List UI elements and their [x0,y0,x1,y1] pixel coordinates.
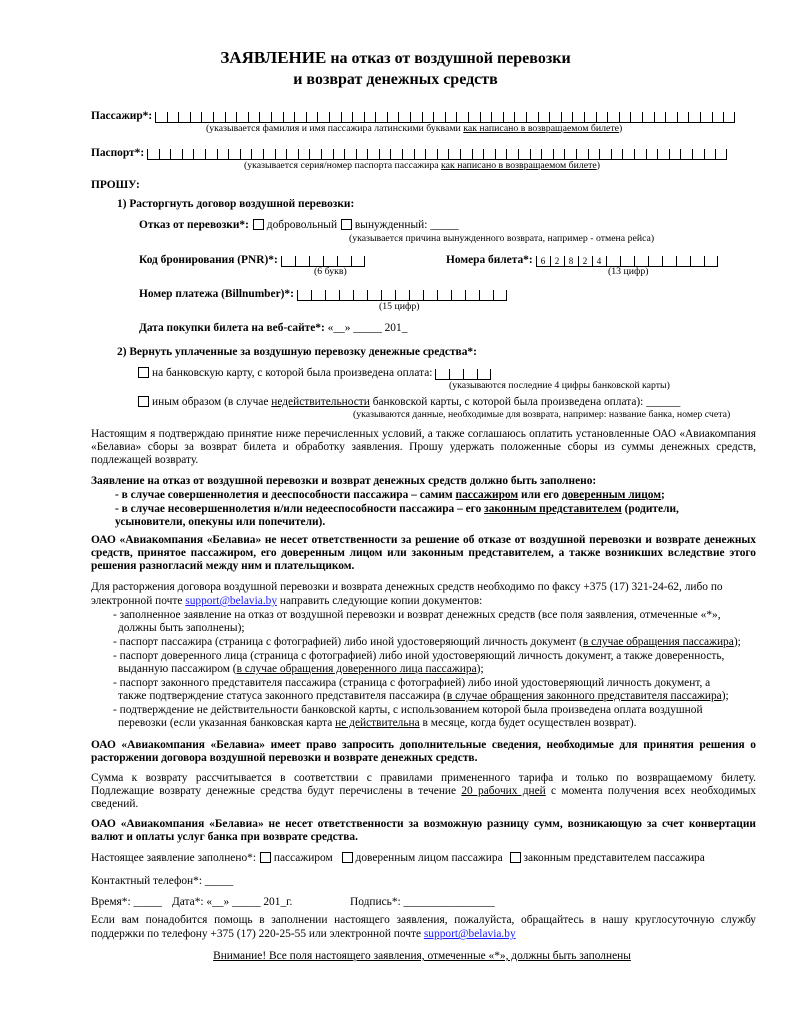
docs-item5-u: не действительна [335,717,420,729]
other-option-underlined: недействительности [271,396,370,408]
purchase-date-label: Дата покупки билета на веб-сайте*: [139,322,325,334]
input-cell[interactable] [479,290,493,301]
filled-by-label: Настоящее заявление заполнено*: [91,852,257,864]
input-cell[interactable] [147,149,159,160]
passenger-hint [206,123,622,134]
input-cell[interactable] [437,149,449,160]
docs-item1-line1: - заполненное заявление на отказ от воздушной перевозки и возврат денежных средств (все поля заявления, отмеченные «*», [113,609,721,621]
input-cell[interactable] [662,256,676,267]
date-field[interactable]: Дата*: «__» _____ 201_г. [172,896,293,908]
passport-hint-suffix: ) [596,160,600,171]
document-title-line1 [0,48,791,69]
input-cell[interactable] [451,290,465,301]
input-cell[interactable] [549,112,561,123]
title-strong: ЗАЯВЛЕНИЕ [220,48,327,67]
input-cell[interactable] [375,112,387,123]
docs-item2-suffix: ); [733,636,741,648]
input-cell[interactable] [295,256,309,267]
input-cell[interactable]: 2 [578,256,592,267]
input-cell[interactable] [381,290,395,301]
input-cell[interactable] [190,112,202,123]
input-cell[interactable] [669,149,681,160]
passenger-hint-underlined: как написано в возвращаемом билете [463,123,619,134]
input-cell[interactable] [201,112,213,123]
input-cell[interactable] [561,112,573,123]
help-email-link[interactable]: support@belavia.by [423,928,516,940]
support-email-link[interactable]: support@belavia.by [185,595,278,607]
input-cell[interactable] [460,149,472,160]
docs-item5-prefix: перевозки (если указанная банковская карта [118,717,336,729]
filled-by-legal-rep-label: законным представителем пассажира [523,852,705,864]
docs-item5-line2 [118,717,637,730]
document-title-line2: и возврат денежных средств [293,71,498,88]
docs-intro-prefix: электронной почте [91,595,186,607]
input-cell[interactable] [657,149,669,160]
input-cell[interactable] [409,290,423,301]
input-cell[interactable] [341,112,353,123]
other-option-row [137,396,680,409]
input-cell[interactable] [553,149,565,160]
adult-prefix: - в случае совершеннолетия и дееспособности пассажира – самим [115,489,456,501]
minor-suffix: (родители, [621,503,679,515]
filled-by-passenger-checkbox[interactable] [260,852,271,863]
input-cell[interactable] [228,149,240,160]
forced-checkbox[interactable] [341,219,352,230]
input-cell[interactable] [286,149,298,160]
help-line1: Если вам понадобится помощь в заполнении настоящего заявления, пожалуйста, обращайтесь в нашу круглосуточную службу [91,914,756,926]
input-cell[interactable] [538,112,550,123]
input-cell[interactable] [344,149,356,160]
input-cell[interactable] [648,256,662,267]
input-cell[interactable] [325,290,339,301]
input-cell[interactable] [483,149,495,160]
input-cell[interactable] [572,112,584,123]
input-cell[interactable] [584,112,596,123]
input-cell[interactable] [236,112,248,123]
passenger-hint-prefix: (указывается фамилия и имя пассажира латинскими буквами [206,123,464,134]
input-cell[interactable] [225,112,237,123]
other-option-prefix: иным образом (в случае [152,396,272,408]
input-cell[interactable] [599,149,611,160]
input-cell[interactable] [329,112,341,123]
minor-prefix: - в случае несовершеннолетия и/или недееспособности пассажира – его [115,503,485,515]
filled-by-row [91,852,705,865]
adult-suffix: ; [661,489,665,501]
passenger-label: Пассажир*: [91,110,153,122]
adult-u2: доверенным лицом [561,489,662,501]
input-cell[interactable] [433,112,445,123]
input-cell[interactable] [465,290,479,301]
input-cell[interactable] [712,112,724,123]
input-cell[interactable] [217,149,229,160]
passport-hint [244,160,600,171]
other-hint: (указываются данные, необходимые для возврата, например: название банка, номер счета) [353,409,731,420]
input-cell[interactable] [294,112,306,123]
input-cell[interactable] [676,256,690,267]
input-cell[interactable] [472,149,484,160]
docs-item4-u: в случае обращения законного представителя пассажира [446,690,722,702]
bill-row [139,288,507,301]
refusal-label: Отказ от перевозки*: [139,219,249,231]
card-hint: (указываются последние 4 цифры банковской карты) [449,380,670,391]
input-cell[interactable] [514,112,526,123]
input-cell[interactable] [306,112,318,123]
passenger-hint-suffix: ) [618,123,623,134]
docs-item3-u: в случае обращения доверенного лица пассажира [236,663,477,675]
input-cell[interactable] [263,149,275,160]
input-cell[interactable] [526,112,538,123]
input-cell[interactable] [351,256,365,267]
input-cell[interactable] [723,112,735,123]
docs-item3-line1: - паспорт доверенного лица (страница с фотографией) либо иной удостоверяющий личность документ, а также доверенность, [113,650,725,662]
input-cell[interactable] [311,290,325,301]
filled-by-legal-rep-checkbox[interactable] [510,852,521,863]
refusal-row [139,219,459,232]
input-cell[interactable] [155,112,167,123]
input-cell[interactable] [588,149,600,160]
input-cell[interactable] [213,112,225,123]
passport-hint-prefix: (указывается серия/номер паспорта пассажира [244,160,442,171]
input-cell[interactable] [622,149,634,160]
input-cell[interactable] [353,290,367,301]
passenger-row [91,110,735,123]
docs-item4-line2 [118,690,729,703]
input-cell[interactable] [491,112,503,123]
warning-note: Внимание! Все поля настоящего заявления, отмеченные «*», должны быть заполнены [213,950,631,962]
liability-paragraph-1: ОАО «Авиакомпания «Белавиа» не несет ответственности за решение об отказе от воздушной перевозки и возврате денежных средств, принятое пассажиром, его доверенным лицом или законным представителем, а также возникших вследствие этого решения разногласий между ним и плательщиком. [91,534,756,572]
docs-item4-line1: - паспорт законного представителя пассажира (страница с фотографией) либо иной удостоверяющий личность документ, а [113,677,711,689]
input-cell[interactable] [240,149,252,160]
signature-field[interactable]: Подпись*: ________________ [350,896,495,908]
input-cell[interactable] [630,112,642,123]
input-cell[interactable] [352,112,364,123]
ticket-hint: (13 цифр) [608,266,649,277]
help-prefix: поддержки по телефону +375 (17) 220-25-55 или электронной почте [91,928,424,940]
input-cell[interactable] [480,112,492,123]
input-cell[interactable] [677,112,689,123]
billnumber-cells[interactable] [297,288,507,301]
input-cell[interactable] [309,149,321,160]
input-cell[interactable]: 8 [564,256,578,267]
forced-hint: (указывается причина вынужденного возврата, например - отмена рейса) [349,233,655,244]
input-cell[interactable] [680,149,692,160]
docs-intro-suffix: направить следующие копии документов: [277,595,483,607]
input-cell[interactable] [445,112,457,123]
ticket-label: Номера билета*: [446,254,533,266]
input-cell[interactable] [317,112,329,123]
input-cell[interactable] [564,149,576,160]
input-cell[interactable] [692,149,704,160]
input-cell[interactable] [271,112,283,123]
bill-label: Номер платежа (Billnumber)*: [139,288,294,300]
input-cell[interactable] [665,112,677,123]
docs-item2 [113,636,741,649]
contact-phone-field[interactable]: Контактный телефон*: _____ [91,875,234,887]
purchase-date-row [139,322,407,335]
input-cell[interactable] [339,290,353,301]
input-cell[interactable] [437,290,451,301]
docs-item3-suffix: ); [476,663,484,675]
filled-by-trustee-checkbox[interactable] [342,852,353,863]
input-cell[interactable] [576,149,588,160]
docs-intro-line2 [91,595,482,608]
bill-hint: (15 цифр) [379,301,420,312]
input-cell[interactable] [398,112,410,123]
docs-item1-line2: должны быть заполнены); [118,622,245,634]
title-rest: на отказ от воздушной перевозки [326,50,571,67]
input-cell[interactable] [379,149,391,160]
refund-amount-line1: Сумма к возврату рассчитывается в соответствии с правилами примененного тарифа и только по возвращаемому билету. [91,772,756,784]
input-cell[interactable]: 2 [550,256,564,267]
input-cell[interactable] [364,112,376,123]
request-item-1: 1) Расторгнуть договор воздушной перевозки: [117,198,355,210]
input-cell[interactable] [170,149,182,160]
other-option-checkbox[interactable] [138,396,149,407]
purchase-date-field[interactable]: «__» _____ 201_ [327,322,408,334]
input-cell[interactable] [159,149,171,160]
ticket-row [446,254,718,267]
passport-hint-underlined: как написано в возвращаемом билете [441,160,597,171]
refund-amount-suffix: с момента получения всех необходимых [545,785,756,797]
docs-item4-suffix: ); [721,690,729,702]
other-option-suffix: банковской карты, с которой была произведена оплата): ______ [369,396,681,408]
input-cell[interactable] [456,112,468,123]
card-option-checkbox[interactable] [138,367,149,378]
docs-item2-u: в случае обращения пассажира [582,636,734,648]
input-cell[interactable] [275,149,287,160]
request-item-2: 2) Вернуть уплаченные за воздушную перевозку денежные средства*: [117,346,477,358]
minor-u: законным представителем [484,503,622,515]
input-cell[interactable] [425,149,437,160]
card-option-row [137,367,491,380]
liability-paragraph-2: ОАО «Авиакомпания «Белавиа» не несет ответственности за возможную разницу сумм, возникающую за счет конвертации валют и оплаты услуг банка при возврате средства. [91,818,756,843]
input-cell[interactable] [518,149,530,160]
input-cell[interactable] [422,112,434,123]
card-last4-cells[interactable] [435,367,491,380]
passport-row [91,147,727,160]
input-cell[interactable]: 6 [536,256,550,267]
time-field[interactable]: Время*: _____ [91,896,162,908]
input-cell[interactable] [503,112,515,123]
input-cell[interactable] [205,149,217,160]
input-cell[interactable] [700,112,712,123]
input-cell[interactable] [654,112,666,123]
right-request-paragraph: ОАО «Авиакомпания «Белавиа» имеет право запросить дополнительные сведения, необходимые для принятия решения о расторжении договора воздушной перевозки и возврате денежных средств. [91,739,756,764]
docs-item3-prefix: выданную пассажиром ( [118,663,237,675]
input-cell[interactable] [634,149,646,160]
filled-by-trustee-label: доверенным лицом пассажира [355,852,503,864]
input-cell[interactable] [619,112,631,123]
input-cell[interactable] [248,112,260,123]
who-fills-minor [115,503,679,516]
input-cell[interactable] [646,149,658,160]
forced-label: вынужденный: [354,219,428,231]
input-cell[interactable] [448,149,460,160]
input-cell[interactable] [607,112,619,123]
input-cell[interactable] [541,149,553,160]
input-cell[interactable]: 4 [592,256,606,267]
input-cell[interactable] [410,112,422,123]
input-cell[interactable] [414,149,426,160]
input-cell[interactable] [688,112,700,123]
input-cell[interactable] [390,149,402,160]
who-fills-minor-line2: усыновители, опекуны или попечители). [115,516,326,528]
input-cell[interactable] [642,112,654,123]
input-cell[interactable] [281,256,295,267]
input-cell[interactable] [402,149,414,160]
adult-u1: пассажиром [455,489,519,501]
request-label: ПРОШУ: [91,179,140,191]
input-cell[interactable] [251,149,263,160]
input-cell[interactable] [690,256,704,267]
pnr-label: Код бронирования (PNR)*: [139,254,278,266]
input-cell[interactable] [182,149,194,160]
refund-amount-prefix: Подлежащие возврату денежные средства будут перечислены в течение [91,785,462,797]
passport-number-cells[interactable] [147,147,727,160]
input-cell[interactable] [493,290,507,301]
docs-item3-line2 [118,663,484,676]
card-option-label: на банковскую карту, с которой была произведена оплата: [152,367,433,379]
input-cell[interactable] [495,149,507,160]
voluntary-label: добровольный [266,219,338,231]
passport-label: Паспорт*: [91,147,145,159]
input-cell[interactable] [167,112,179,123]
help-line2 [91,928,516,941]
input-cell[interactable] [298,149,310,160]
input-cell[interactable] [193,149,205,160]
input-cell[interactable] [449,369,463,380]
voluntary-checkbox[interactable] [253,219,264,230]
input-cell[interactable] [333,149,345,160]
input-cell[interactable] [367,149,379,160]
input-cell[interactable] [356,149,368,160]
input-cell[interactable] [387,112,399,123]
refund-amount-days: 20 рабочих дней [461,785,546,797]
docs-item5-suffix: в месяце, когда будет осуществлен возврат). [419,717,637,729]
docs-intro-line1: Для расторжения договора воздушной перевозки и возврата денежных средств необходимо по факсу +375 (17) 321-24-62, либо по [91,581,723,593]
input-cell[interactable] [506,149,518,160]
input-cell[interactable] [704,256,718,267]
docs-item5-line1: - подтверждение не действительности банковской карты, с использованием которой была произведена оплата воздушной [113,704,703,716]
input-cell[interactable] [477,369,491,380]
filled-by-passenger-label: пассажиром [273,852,333,864]
who-fills-heading: Заявление на отказ от воздушной перевозки и возврат денежных средств должно быть заполнено: [91,475,597,487]
docs-item2-prefix: - паспорт пассажира (страница с фотографией) либо иной удостоверяющий личность документ ( [113,636,583,648]
input-cell[interactable] [468,112,480,123]
input-cell[interactable] [423,290,437,301]
input-cell[interactable] [297,290,311,301]
input-cell[interactable] [596,112,608,123]
input-cell[interactable] [435,369,449,380]
adult-mid: или его [518,489,562,501]
passenger-name-cells[interactable] [155,110,735,123]
input-cell[interactable] [463,369,477,380]
input-cell[interactable] [704,149,716,160]
input-cell[interactable] [530,149,542,160]
input-cell[interactable] [259,112,271,123]
consent-paragraph: Настоящим я подтверждаю принятие ниже перечисленных условий, а также соглашаюсь оплатить установленные ОАО «Авиакомпания «Белавиа» сборы за возврат билета и обработку заявления. Прошу удержать положенные сборы из суммы денежных средств, подлежащей возврату. [91,428,756,466]
input-cell[interactable] [178,112,190,123]
pnr-hint: (6 букв) [314,266,347,277]
input-cell[interactable] [367,290,381,301]
input-cell[interactable] [283,112,295,123]
input-cell[interactable] [611,149,623,160]
input-cell[interactable] [395,290,409,301]
docs-item4-prefix: также подтверждение статуса законного представителя пассажира ( [118,690,447,702]
who-fills-adult [115,489,665,502]
refund-amount-line3: сведений. [91,798,139,810]
input-cell[interactable] [715,149,727,160]
forced-reason-field[interactable]: _____ [430,219,459,231]
input-cell[interactable] [321,149,333,160]
refund-amount-line2 [91,785,756,798]
